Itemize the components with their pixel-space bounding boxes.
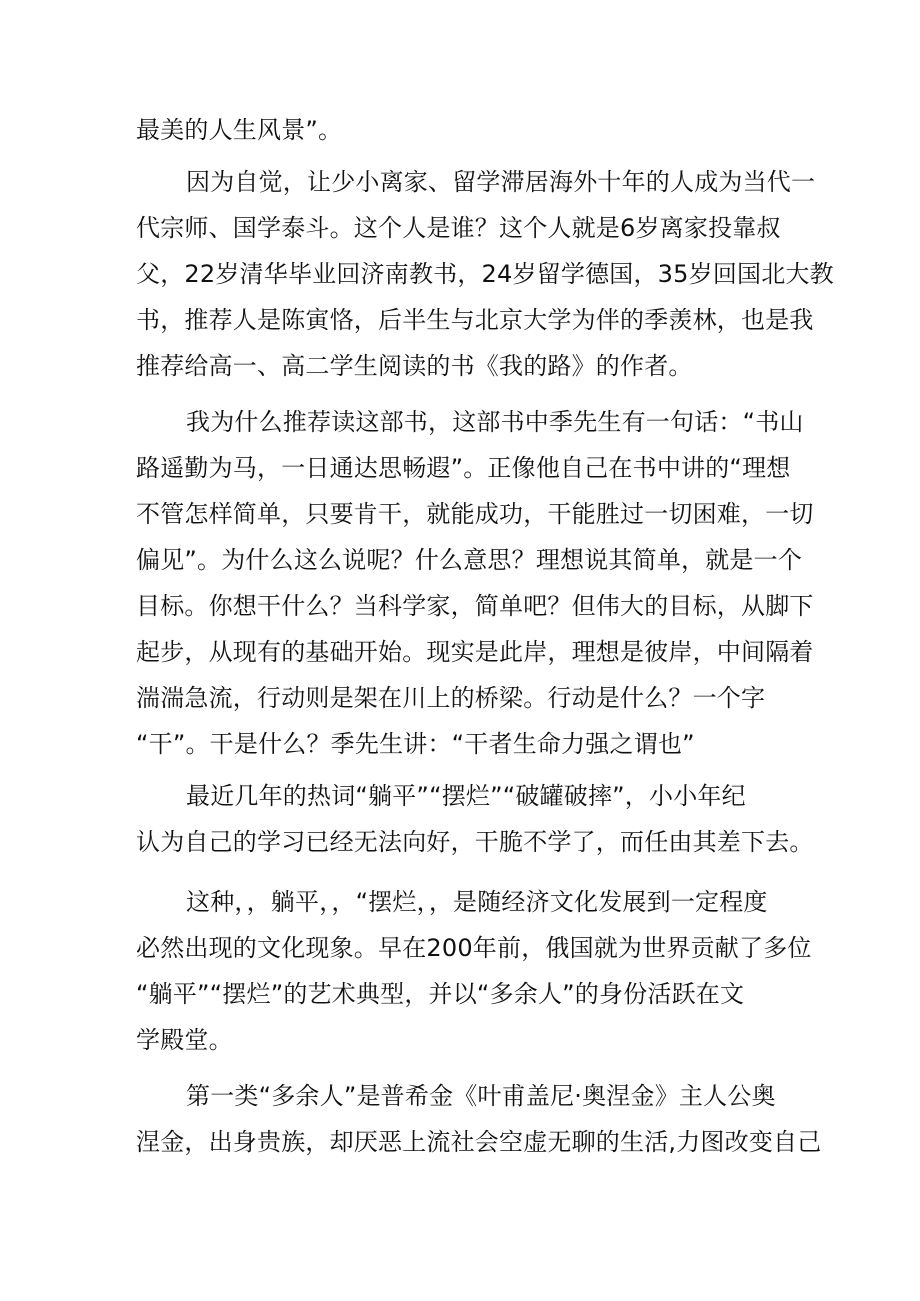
paragraph-first-line: 第一类“多余人”是普希金《叶甫盖尼·奥涅金》主人公奥: [186, 1082, 776, 1110]
text-line: 不管怎样简单，只要肯干，就能成功，干能胜过一切困难，一切: [136, 500, 814, 528]
text-line: 目标。你想干什么？当科学家，简单吧？但伟大的目标，从脚下: [136, 592, 814, 620]
text-line: 湍湍急流，行动则是架在川上的桥梁。行动是什么？一个字: [136, 684, 766, 712]
text-line: 书，推荐人是陈寅恪，后半生与北京大学为伴的季羡林，也是我: [136, 306, 814, 334]
text-line: 起步，从现有的基础开始。现实是此岸，理想是彼岸，中间隔着: [136, 638, 814, 666]
paragraph-first-line: 最近几年的热词“躺平”“摆烂”“破罐破摔”，小小年纪: [186, 782, 746, 810]
text-line: 偏见”。为什么这么说呢？什么意思？理想说其简单，就是一个: [136, 546, 803, 574]
text-line: 必然出现的文化现象。早在200年前，俄国就为世界贡献了多位: [136, 934, 812, 962]
text-line: 父，22岁清华毕业回济南教书，24岁留学德国，35岁回国北大教: [136, 260, 834, 288]
text-line: 代宗师、国学泰斗。这个人是谁？这个人就是6岁离家投靠叔: [136, 214, 781, 242]
text-line: 涅金，出身贵族，却厌恶上流社会空虚无聊的生活,力图改变自己: [136, 1128, 822, 1156]
text-line: 推荐给高一、高二学生阅读的书《我的路》的作者。: [136, 352, 693, 380]
paragraph-first-line: 这种，，躺平，，“摆烂，，是随经济文化发展到一定程度: [186, 888, 768, 916]
text-line: 学殿堂。: [136, 1026, 233, 1054]
paragraph-first-line: 因为自觉，让少小离家、留学滞居海外十年的人成为当代一: [186, 168, 816, 196]
paragraph-first-line: 我为什么推荐读这部书，这部书中季先生有一句话：“书山: [186, 408, 804, 436]
text-line: “干”。干是什么？季先生讲：“干者生命力强之谓也”: [136, 730, 695, 758]
text-line: 最美的人生风景”。: [136, 116, 343, 144]
text-line: 认为自己的学习已经无法向好，干脆不学了，而任由其差下去。: [136, 828, 814, 856]
text-line: 路遥勤为马，一日通达思畅遐”。正像他自己在书中讲的“理想: [136, 454, 791, 482]
text-line: “躺平”“摆烂”的艺术典型，并以“多余人”的身份活跃在文: [136, 980, 745, 1008]
